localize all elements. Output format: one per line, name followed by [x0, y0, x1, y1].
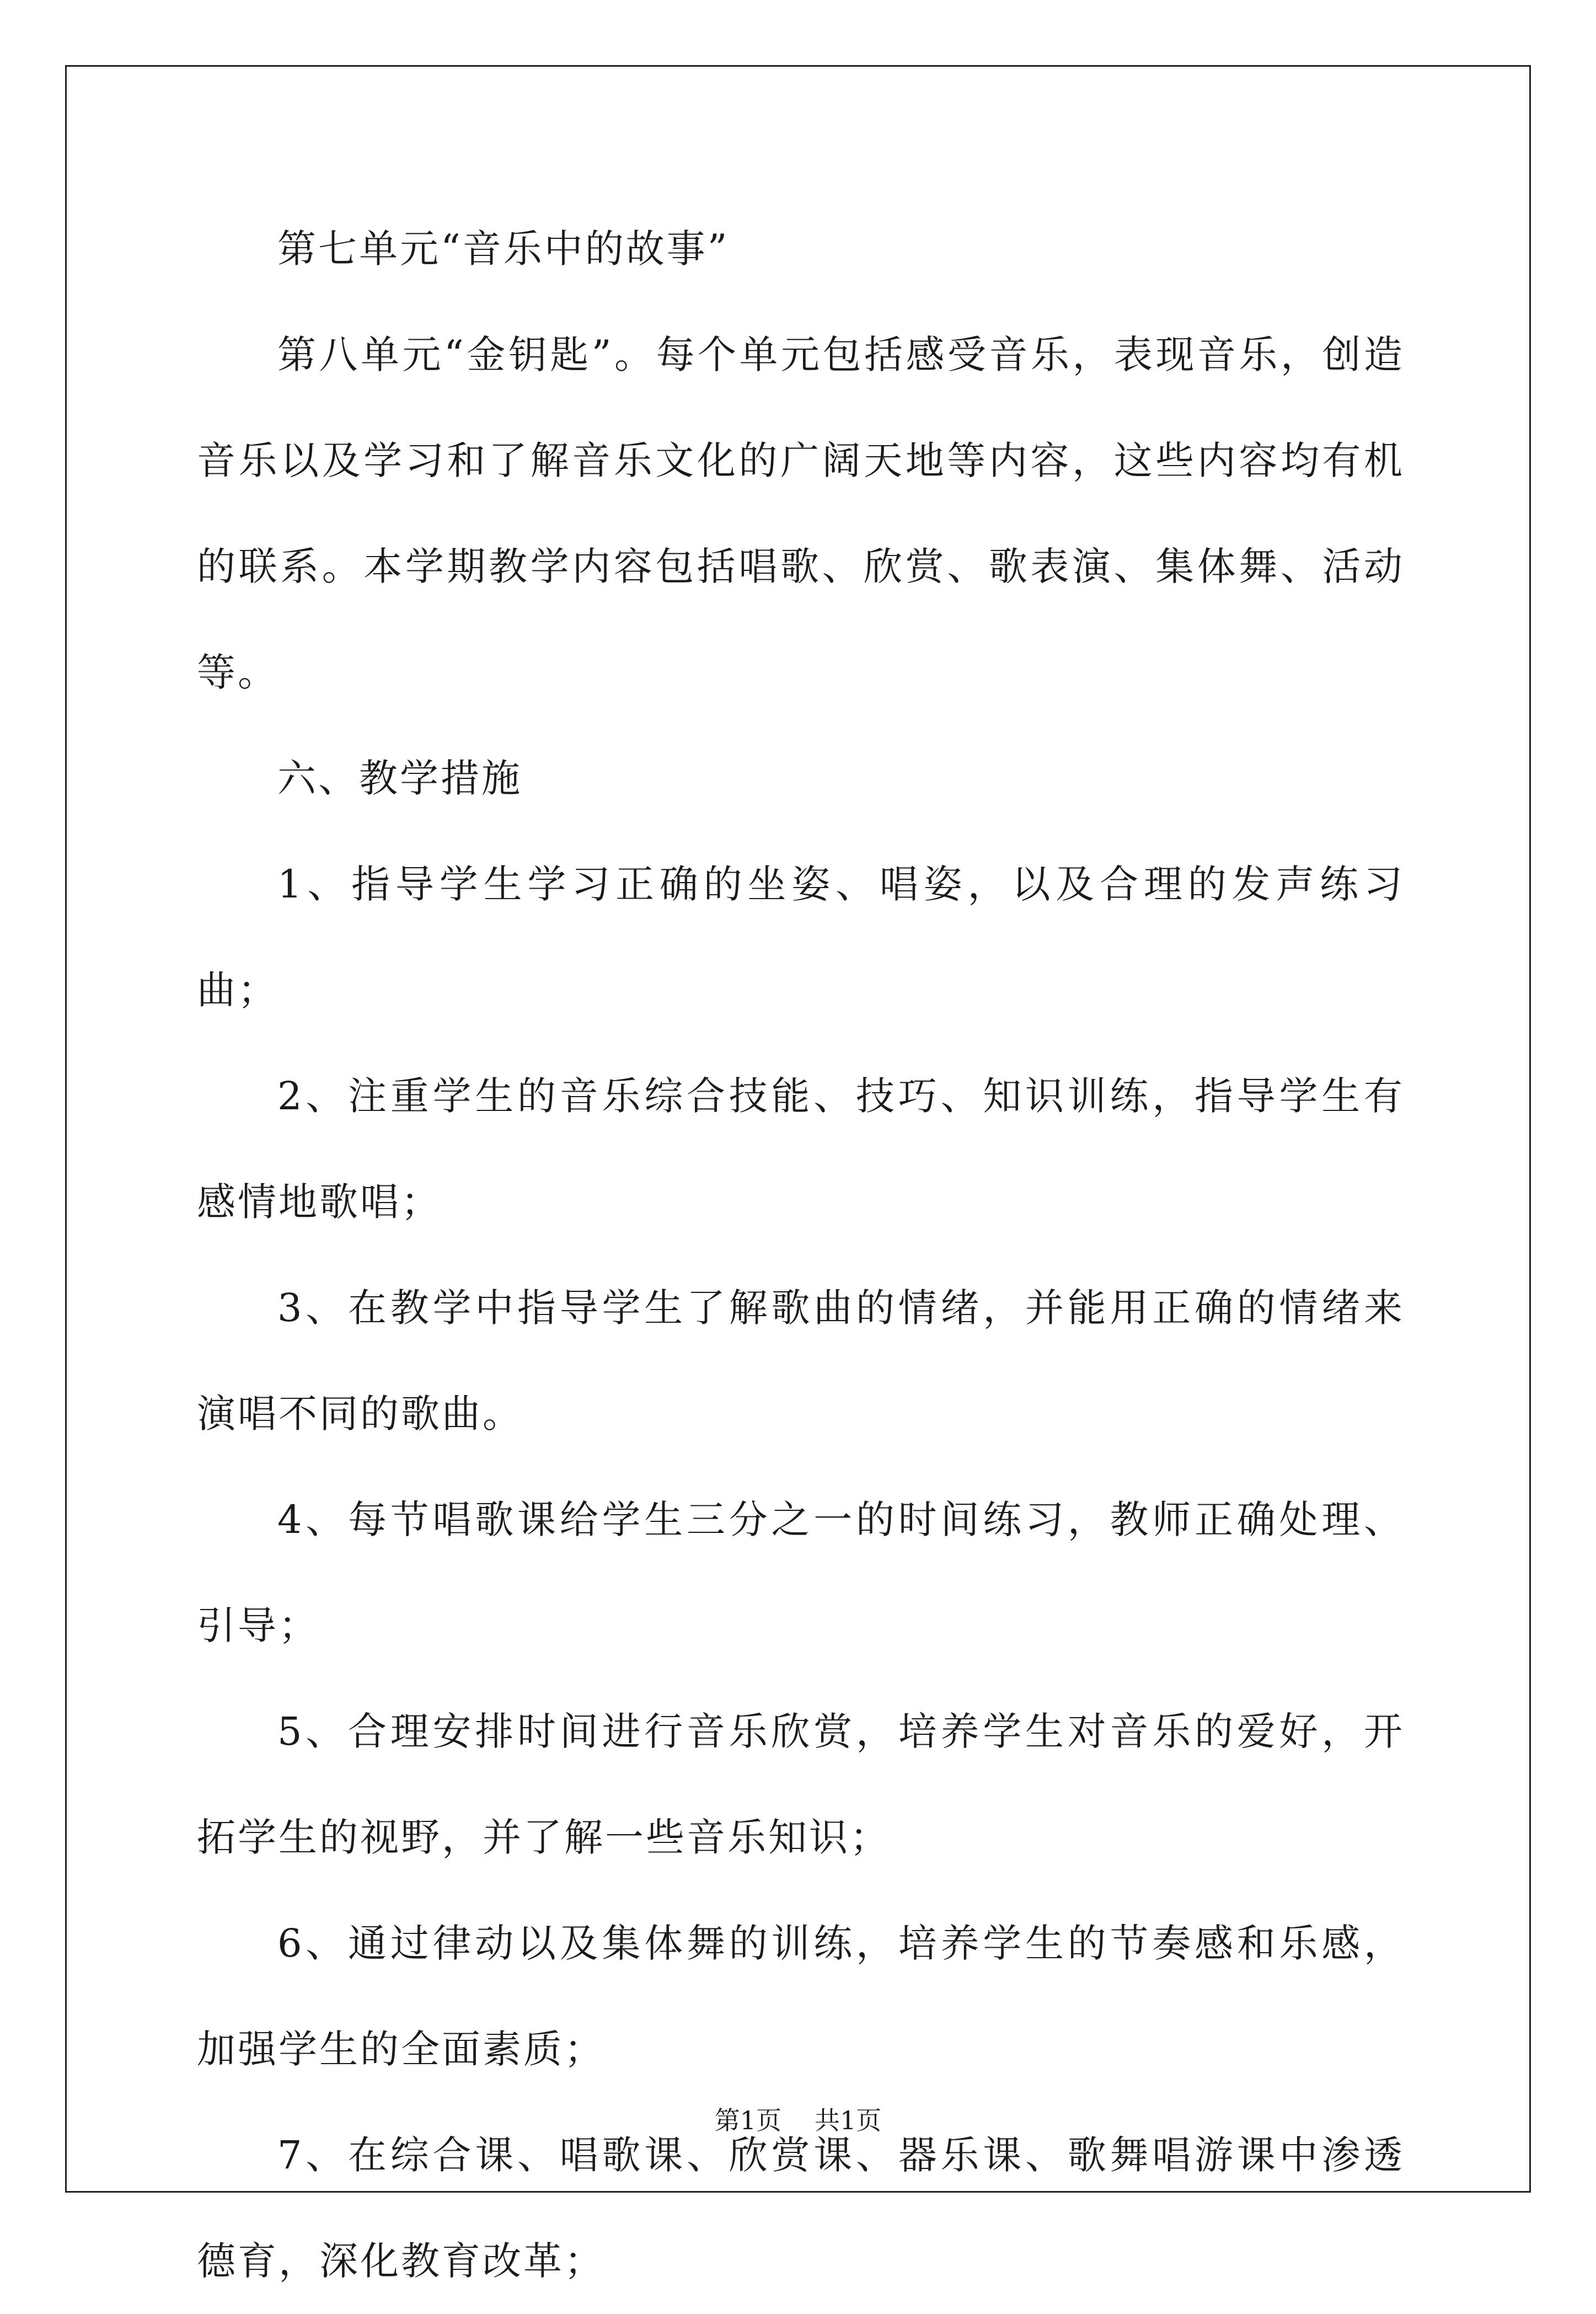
document-body [197, 196, 1405, 2314]
measure-item-3: 3、在教学中指导学生了解歌曲的情绪，并能用正确的情绪来演唱不同的歌曲。 [197, 1285, 1405, 1436]
measure-item-5: 5、合理安排时间进行音乐欣赏，培养学生对音乐的爱好，开拓学生的视野，并了解一些音乐知识； [197, 1709, 1405, 1860]
section-heading-teaching-measures: 六、教学措施 [277, 756, 522, 801]
paragraph-unit-8: 第八单元“金钥匙”。每个单元包括感受音乐，表现音乐，创造音乐以及学习和了解音乐文化的广阔天地等内容，这些内容均有机的联系。本学期教学内容包括唱歌、欣赏、歌表演、集体舞、活动等。 [197, 332, 1405, 695]
page-number: 第1页 [714, 2105, 781, 2135]
measure-item-6: 6、通过律动以及集体舞的训练，培养学生的节奏感和乐感，加强学生的全面素质； [197, 1921, 1405, 2072]
measure-item-4: 4、每节唱歌课给学生三分之一的时间练习，教师正确处理、引导； [197, 1497, 1405, 1648]
page-footer [0, 2101, 1596, 2137]
paragraph-unit-7: 第七单元“音乐中的故事” [277, 226, 730, 271]
measure-item-7: 7、在综合课、唱歌课、欣赏课、器乐课、歌舞唱游课中渗透德育，深化教育改革； [197, 2133, 1405, 2284]
measure-item-2: 2、注重学生的音乐综合技能、技巧、知识训练，指导学生有感情地歌唱； [197, 1073, 1405, 1225]
page-total: 共1页 [815, 2105, 882, 2135]
measure-item-1: 1、指导学生学习正确的坐姿、唱姿，以及合理的发声练习曲； [197, 862, 1405, 1013]
